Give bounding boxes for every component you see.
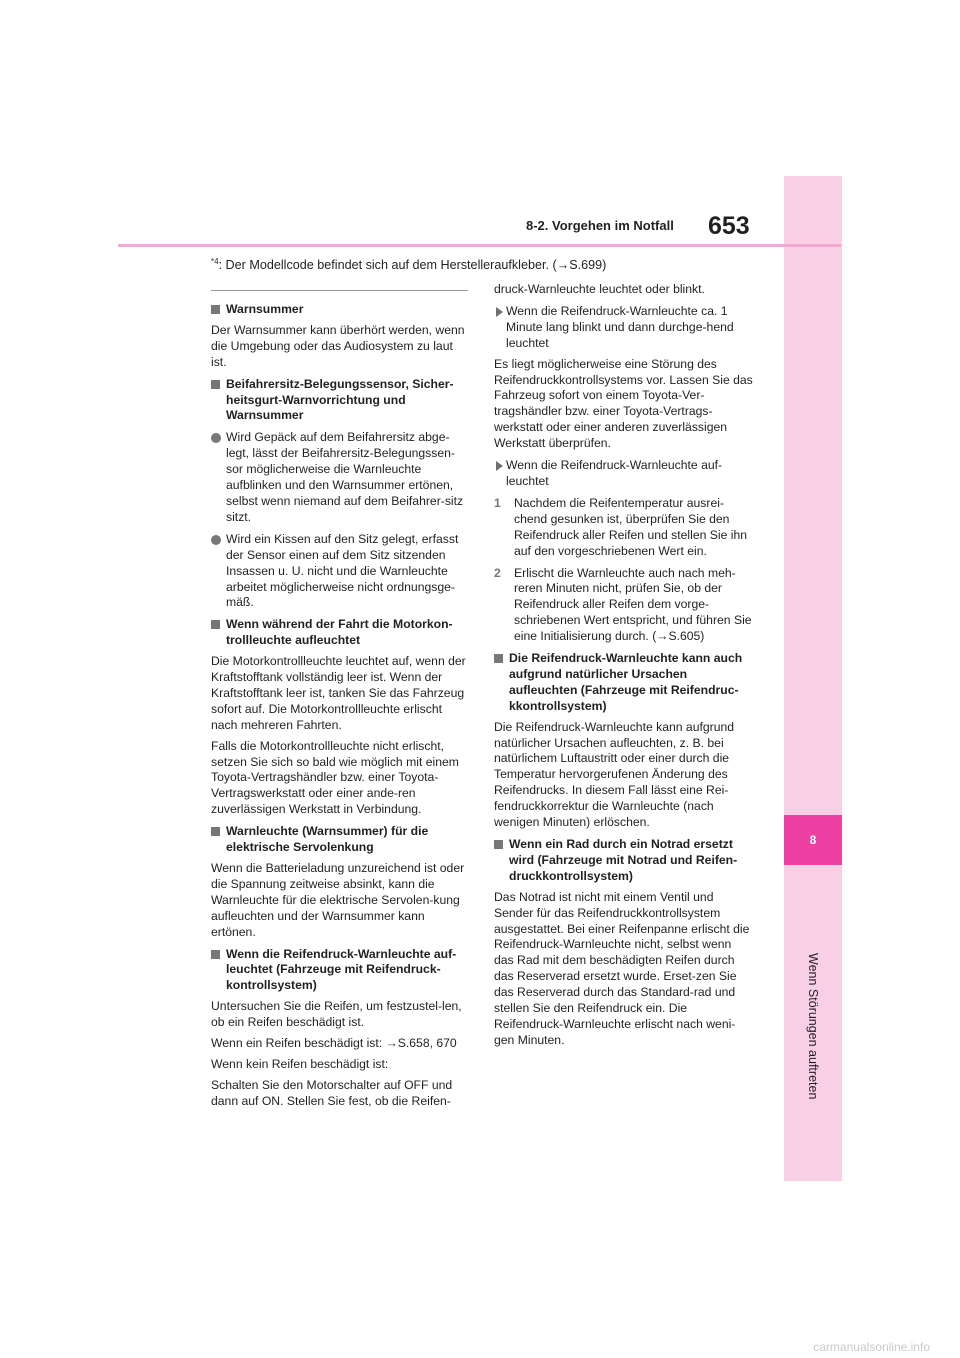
paragraph: Die Reifendruck-Warnleuchte kann aufgrund natürlicher Ursachen aufleuchten, z. B. bei natürlichem Luftaustritt oder einer durch die Temperatur hervorgerufenen Änderung des Reifendrucks. In diesem Fall lässt eine Rei-fendruckkorrektur die Warnleuchte (nach wenigen Minuten) erlöschen. xyxy=(494,719,735,830)
footnote-text: : Der Modellcode befindet sich auf dem Herstelleraufkleber. (→S.699) xyxy=(218,258,607,273)
chapter-title: Wenn Störungen auftreten xyxy=(806,953,820,1100)
section-title: 8-2. Vorgehen im Notfall xyxy=(526,218,674,233)
heading-natural-causes: Die Reifendruck-Warnleuchte kann auch aufgrund natürlicher Ursachen aufleuchten (Fahrzeuge mit Reifendruc-kkontrollsystem) xyxy=(494,651,754,715)
right-column xyxy=(494,282,754,1049)
condition-item: Wenn die Reifendruck-Warnleuchte auf-leuchtet xyxy=(494,458,754,490)
square-bullet-icon xyxy=(211,380,220,389)
round-bullet-icon xyxy=(211,433,221,443)
bullet-item: Wird ein Kissen auf den Sitz gelegt, erfasst der Sensor einen auf dem Sitz sitzenden Insassen u. U. nicht und die Warnleuchte arbeitet möglicherweise nicht ordnungsge-mäß. xyxy=(211,532,471,612)
paragraph: Die Motorkontrollleuchte leuchtet auf, wenn der Kraftstofftank vollständig leer ist. Wenn der Kraftstofftank leer ist, tanken Sie das Fahrzeug sofort auf. Die Motorkontrollleuchte erlischt nach mehreren Fahrten. xyxy=(211,654,466,732)
step-item: 1 Nachdem die Reifentemperatur ausrei-chend gesunken ist, überprüfen Sie den Reifendruck aller Reifen und stellen Sie ihn auf den vorgeschriebenen Wert ein. xyxy=(494,495,748,558)
step-item: 2 Erlischt die Warnleuchte auch nach meh-reren Minuten nicht, prüfen Sie, ob der Reifendruck aller Reifen dem vorge-schriebenen Wert entspricht, und führen Sie eine Initialisierung durch. (→S.605) xyxy=(494,565,752,644)
round-bullet-icon xyxy=(211,535,221,545)
footnote-marker: *4 xyxy=(211,257,219,266)
paragraph: Untersuchen Sie die Reifen, um festzustel-len, ob ein Reifen beschädigt ist. xyxy=(211,999,462,1030)
left-column xyxy=(211,296,471,1110)
page-number: 653 xyxy=(708,212,750,240)
condition-item: Wenn die Reifendruck-Warnleuchte ca. 1 Minute lang blinkt und dann durchge-hend leuchtet xyxy=(494,304,754,352)
heading-power-steering: Warnleuchte (Warnsummer) für die elektrische Servolenkung xyxy=(211,824,471,856)
watermark: carmanualsonline.info xyxy=(813,1340,930,1354)
paragraph: Schalten Sie den Motorschalter auf OFF und dann auf ON. Stellen Sie fest, ob die Reifen- xyxy=(211,1077,453,1108)
square-bullet-icon xyxy=(211,620,220,629)
chapter-number-box xyxy=(784,815,842,865)
heading-seat-sensor: Beifahrersitz-Belegungssensor, Sicher-heitsgurt-Warnvorrichtung und Warnsummer xyxy=(211,377,471,425)
square-bullet-icon xyxy=(494,654,503,663)
column-divider xyxy=(211,290,468,291)
square-bullet-icon xyxy=(211,950,220,959)
heading-engine-light: Wenn während der Fahrt die Motorkon-trollleuchte aufleuchtet xyxy=(211,617,471,649)
step-number: 2 xyxy=(494,565,501,580)
paragraph: druck-Warnleuchte leuchtet oder blinkt. xyxy=(494,282,705,296)
heading-spare-wheel: Wenn ein Rad durch ein Notrad ersetzt wird (Fahrzeuge mit Notrad und Reifen-druckkontrollsystem) xyxy=(494,837,754,885)
paragraph: Das Notrad ist nicht mit einem Ventil und Sender für das Reifendruckkontrollsystem ausgestattet. Bei einer Reifenpanne erlischt die Reifendruck-Warnleuchte nicht, selbst wenn das Rad mit dem beschädigten Reifen durch das Reserverad ersetzt wurde. Erset-zen Sie das Reserverad durch das Standard-rad und stellen Sie den Reifendruck ein. Die Reifendruck-Warnleuchte erlischt nach weni-gen Minuten. xyxy=(494,889,750,1047)
triangle-bullet-icon xyxy=(496,307,503,317)
paragraph: Der Warnsummer kann überhört werden, wenn die Umgebung oder das Audiosystem zu laut ist. xyxy=(211,322,465,369)
footnote xyxy=(211,257,606,272)
paragraph: Wenn die Batterieladung unzureichend ist oder die Spannung zeitweise absinkt, kann die Warnleuchte für die elektrische Servolen-kung aufleuchten und der Warnsummer kann ertönen. xyxy=(211,861,465,939)
chapter-number: 8 xyxy=(809,833,817,847)
header-divider xyxy=(118,244,841,247)
paragraph: Es liegt möglicherweise eine Störung des Reifendruckkontrollsystems vor. Lassen Sie das Fahrzeug sofort von einem Toyota-Ver-tragshändler bzw. einer Toyota-Vertrags-werkstatt oder einer anderen zuverlässigen Werkstatt überprüfen. xyxy=(494,356,753,451)
square-bullet-icon xyxy=(211,305,220,314)
step-number: 1 xyxy=(494,495,501,510)
paragraph: Falls die Motorkontrollleuchte nicht erlischt, setzen Sie sich so bald wie möglich mit einem Toyota-Vertragshändler bzw. einer Toyota-Vertragswerkstatt oder einer ande-ren zuverlässigen Werkstatt in Verbindung. xyxy=(211,738,459,817)
square-bullet-icon xyxy=(211,827,220,836)
heading-tire-pressure: Wenn die Reifendruck-Warnleuchte auf-leuchtet (Fahrzeuge mit Reifendruck-kontrollsystem) xyxy=(211,947,471,995)
paragraph: Wenn kein Reifen beschädigt ist: xyxy=(211,1056,389,1071)
square-bullet-icon xyxy=(494,840,503,849)
paragraph: Wenn ein Reifen beschädigt ist: →S.658, 670 xyxy=(211,1036,457,1051)
bullet-item: Wird Gepäck auf dem Beifahrersitz abge-legt, lässt der Beifahrersitz-Belegungssen-sor möglicherweise die Warnleuchte aufblinken und den Warnsummer ertönen, selbst wenn niemand auf dem Beifahrer-sitz sitzt. xyxy=(211,430,471,525)
triangle-bullet-icon xyxy=(496,461,503,471)
heading-warnsummer: Warnsummer xyxy=(211,302,471,318)
